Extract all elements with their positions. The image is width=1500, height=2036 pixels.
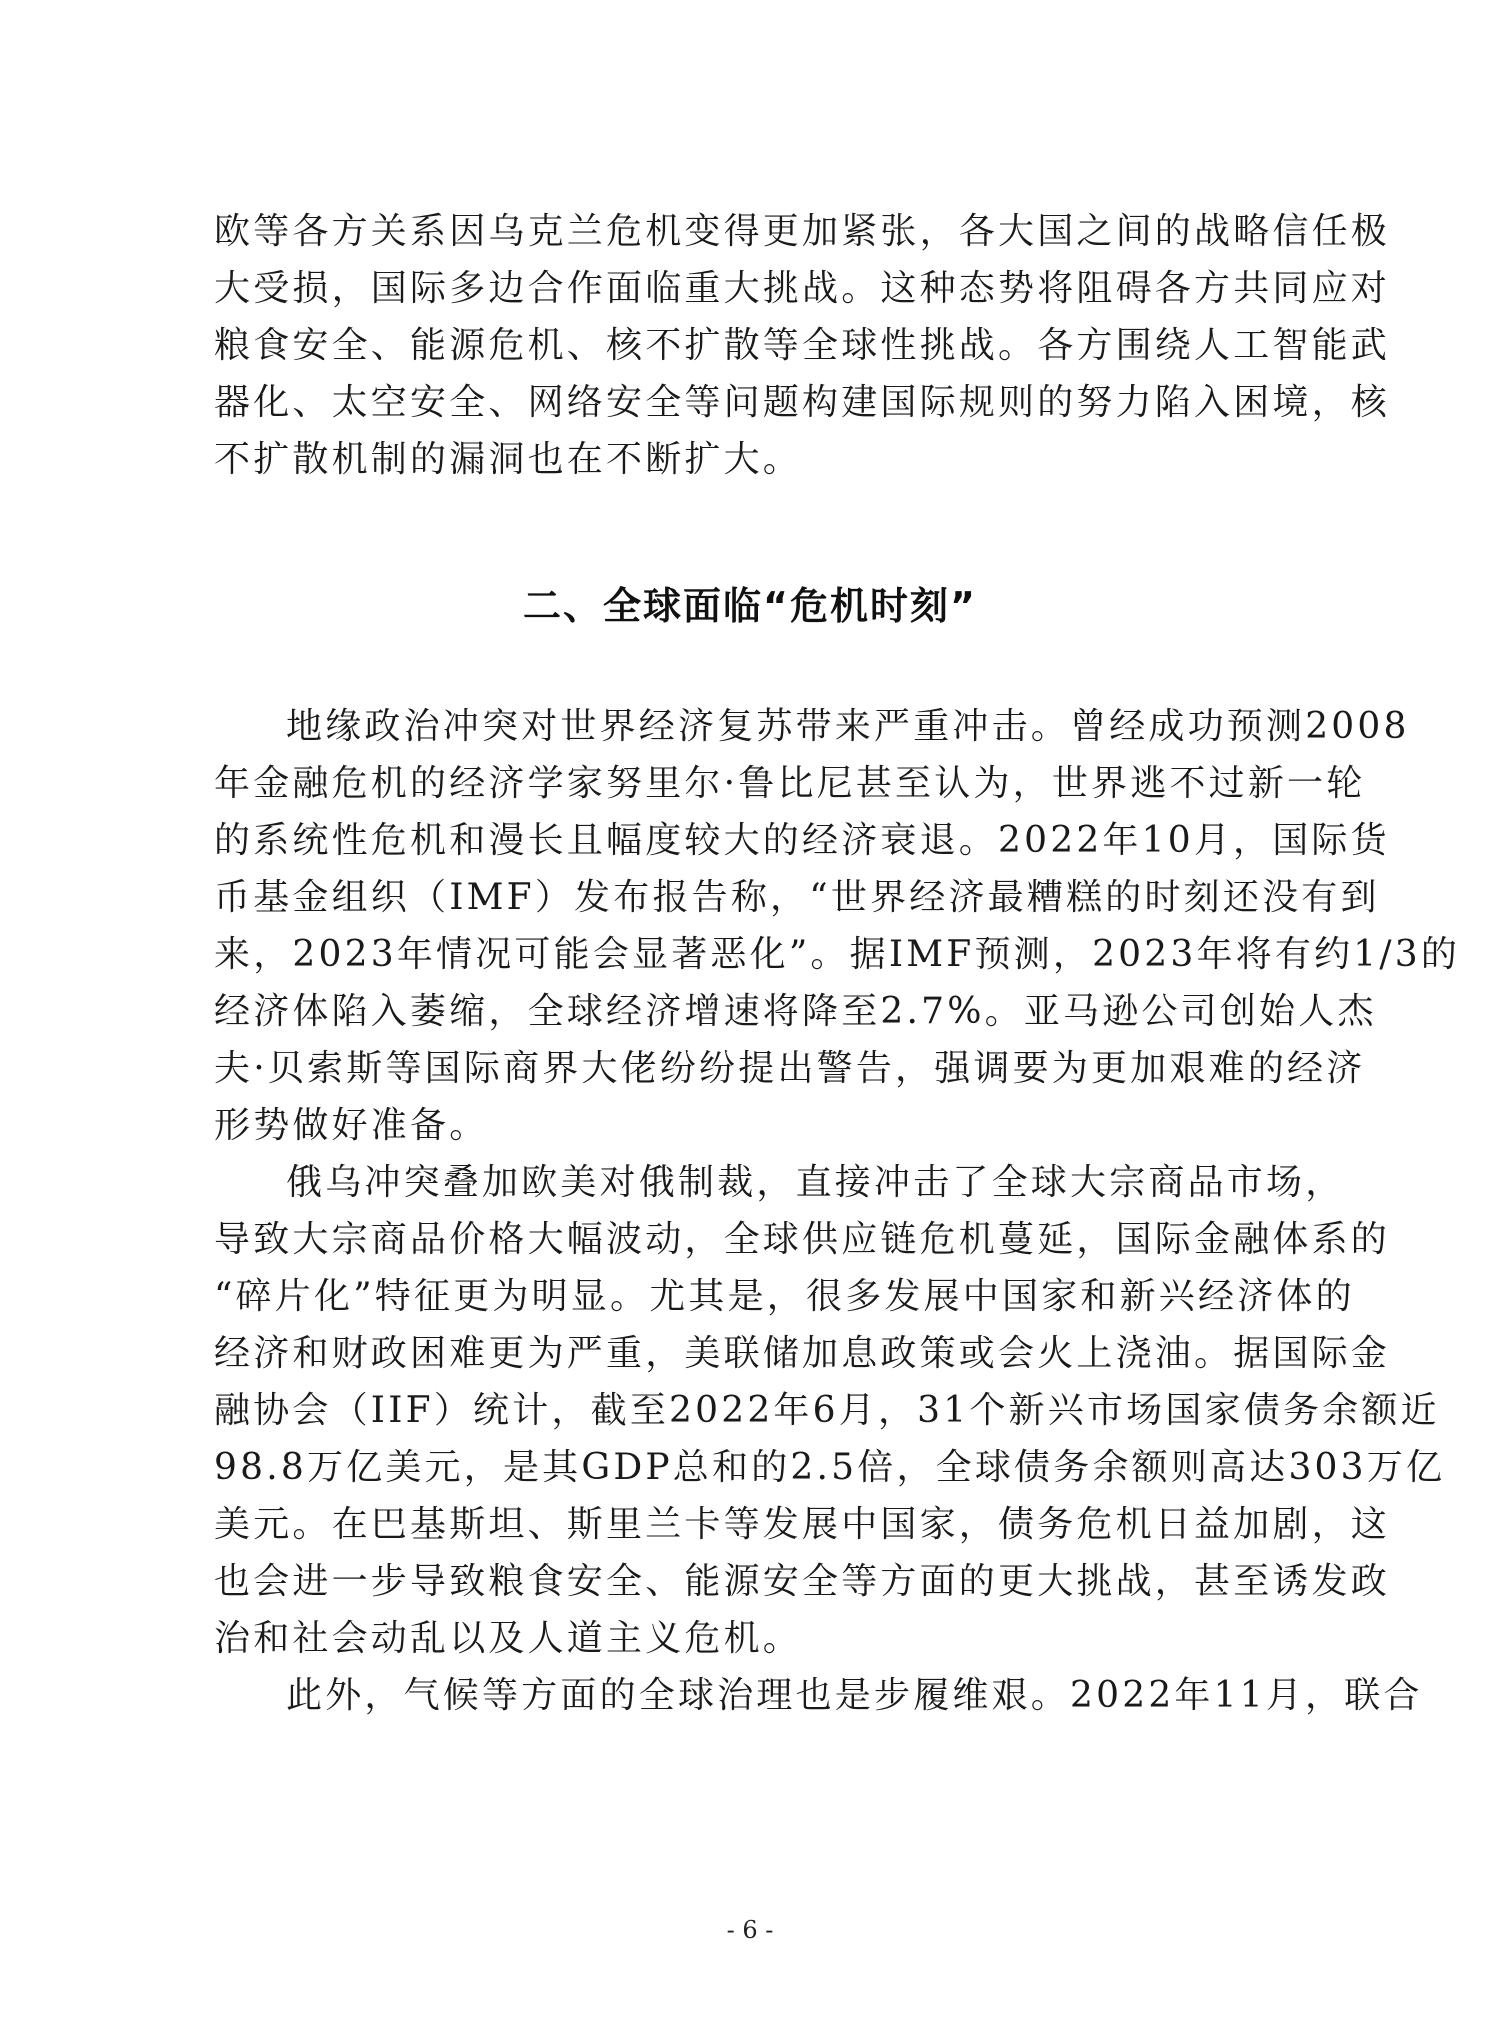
body-text <box>214 699 1461 1725</box>
text-line: 大受损，国际多边合作面临重大挑战。这种态势将阻碍各方共同应对 <box>214 268 1391 309</box>
text-line: 98.8万亿美元，是其GDP总和的2.5倍，全球债务余额则高达303万亿 <box>214 1447 1446 1488</box>
text-line: 也会进一步导致粮食安全、能源安全等方面的更大挑战，甚至诱发政 <box>214 1561 1391 1602</box>
paragraph-first-line: 此外，气候等方面的全球治理也是步履维艰。2022年11月，联合 <box>286 1675 1423 1716</box>
text-line: 欧等各方关系因乌克兰危机变得更加紧张，各大国之间的战略信任极 <box>214 211 1391 252</box>
paragraph-first-line: 地缘政治冲突对世界经济复苏带来严重冲击。曾经成功预测2008 <box>286 706 1410 747</box>
text-line: 导致大宗商品价格大幅波动，全球供应链危机蔓延，国际金融体系的 <box>214 1219 1391 1260</box>
text-line: 经济体陷入萎缩，全球经济增速将降至2.7%。亚马逊公司创始人杰 <box>214 991 1377 1032</box>
text-line: 夫·贝索斯等国际商界大佬纷纷提出警告，强调要为更加艰难的经济 <box>214 1048 1366 1089</box>
page-number: - 6 - <box>726 1916 774 1944</box>
text-line: 器化、太空安全、网络安全等问题构建国际规则的努力陷入困境，核 <box>214 382 1391 423</box>
text-line: 形势做好准备。 <box>214 1105 489 1146</box>
paragraph-first-line: 俄乌冲突叠加欧美对俄制裁，直接冲击了全球大宗商品市场， <box>286 1162 1345 1203</box>
text-line: 融协会（IIF）统计，截至2022年6月，31个新兴市场国家债务余额近 <box>214 1390 1440 1431</box>
text-line: 经济和财政困难更为严重，美联储加息政策或会火上浇油。据国际金 <box>214 1333 1391 1374</box>
text-line: “碎片化”特征更为明显。尤其是，很多发展中国家和新兴经济体的 <box>214 1276 1355 1317</box>
text-line: 不扩散机制的漏洞也在不断扩大。 <box>214 439 803 480</box>
section-heading: 二、全球面临“危机时刻” <box>523 584 977 628</box>
intro-paragraph <box>214 204 1391 489</box>
text-line: 粮食安全、能源危机、核不扩散等全球性挑战。各方围绕人工智能武 <box>214 325 1391 366</box>
text-line: 治和社会动乱以及人道主义危机。 <box>214 1618 803 1659</box>
text-line: 年金融危机的经济学家努里尔·鲁比尼甚至认为，世界逃不过新一轮 <box>214 763 1366 804</box>
text-line: 美元。在巴基斯坦、斯里兰卡等发展中国家，债务危机日益加剧，这 <box>214 1504 1391 1545</box>
text-line: 的系统性危机和漫长且幅度较大的经济衰退。2022年10月，国际货 <box>214 820 1390 861</box>
text-line: 来，2023年情况可能会显著恶化”。据IMF预测，2023年将有约1/3的 <box>214 934 1461 975</box>
text-line: 币基金组织（IMF）发布报告称，“世界经济最糟糕的时刻还没有到 <box>214 877 1380 918</box>
